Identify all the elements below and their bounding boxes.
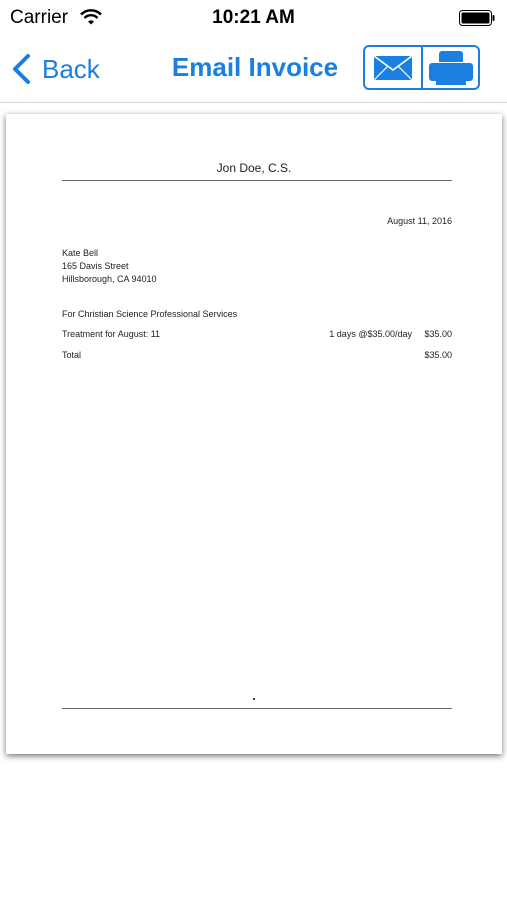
total-label: Total <box>62 350 82 360</box>
back-button[interactable] <box>10 50 100 88</box>
battery-icon <box>459 10 495 26</box>
footer-divider <box>62 708 452 709</box>
line-item-description: Treatment for August: 11 <box>62 329 161 339</box>
status-time: 10:21 AM <box>212 7 295 28</box>
carrier-label: Carrier <box>10 7 69 28</box>
printer-icon <box>426 49 474 87</box>
recipient-city: Hillsborough, CA 94010 <box>62 274 157 284</box>
line-item-rate: 1 days @$35.00/day <box>329 329 412 339</box>
header-divider <box>62 180 452 181</box>
back-label: Back <box>42 53 100 84</box>
chevron-left-icon <box>10 53 32 85</box>
practitioner-name: Jon Doe, C.S. <box>216 161 292 175</box>
envelope-icon <box>373 55 413 81</box>
recipient-street: 165 Davis Street <box>62 261 129 271</box>
footer-mark <box>253 698 255 700</box>
recipient-name: Kate Bell <box>62 248 99 258</box>
invoice-preview <box>6 114 502 754</box>
line-item-amount: $35.00 <box>424 329 452 339</box>
status-bar <box>0 0 507 36</box>
action-segmented-control <box>363 45 480 90</box>
total-amount: $35.00 <box>424 350 452 360</box>
services-description: For Christian Science Professional Services <box>62 309 238 319</box>
print-button[interactable] <box>421 47 479 88</box>
email-button[interactable] <box>365 47 421 88</box>
page-title: Email Invoice <box>171 52 339 82</box>
invoice-date: August 11, 2016 <box>387 216 452 226</box>
navigation-bar <box>0 36 507 103</box>
